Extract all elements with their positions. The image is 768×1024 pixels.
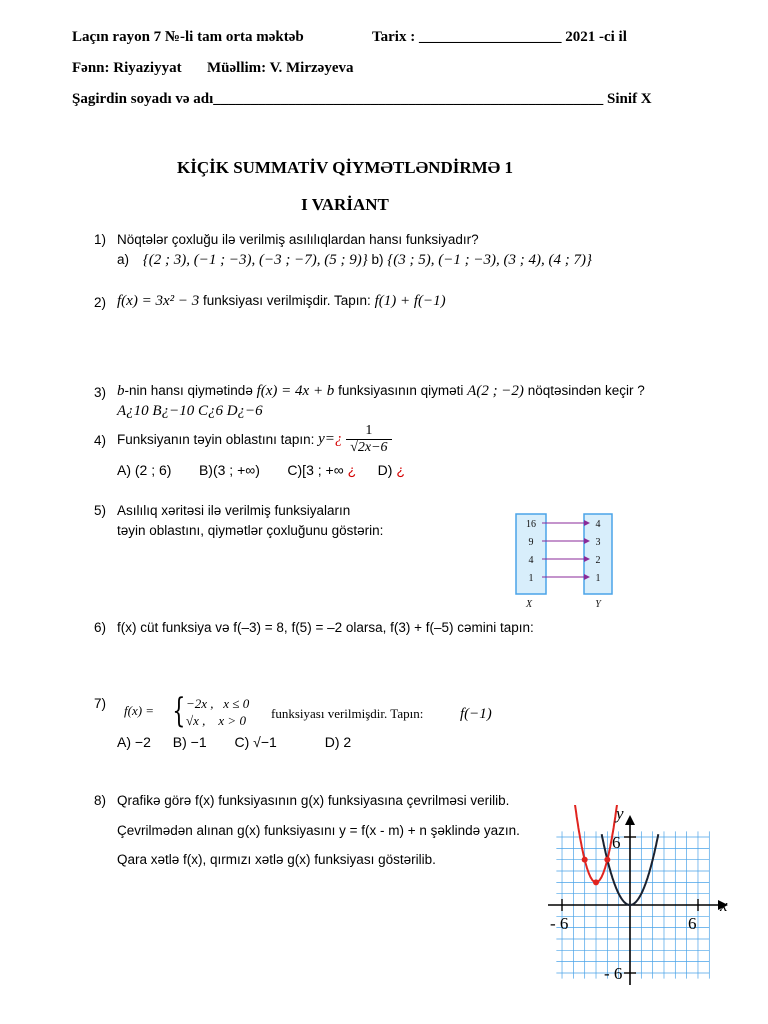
q1-b-label: b) [371, 252, 384, 267]
q4-opt-c-glyph: ¿ [347, 462, 357, 478]
y-tick-label-6: 6 [612, 833, 621, 852]
date-label [372, 29, 627, 46]
q1-number: 1) [94, 232, 107, 247]
q7-options [117, 734, 351, 750]
q5-line2: təyin oblastını, qiymətlər çoxluğunu göstərin: [117, 523, 384, 538]
subject-label: Fənn: Riyaziyyat [72, 60, 182, 76]
q1-options [117, 252, 592, 269]
q6-text: f(x) cüt funksiya və f(–3) = 8, f(5) = –2 olarsa, f(3) + f(–5) cəmini tapın: [117, 620, 534, 635]
q3-point: A(2 ; −2) [467, 383, 524, 399]
q7-lhs: f(x) = [124, 703, 155, 718]
q4-opt-d [378, 462, 405, 478]
q4-inv-glyph: ¿ [334, 431, 343, 447]
x-tick-label-neg6: - 6 [550, 914, 569, 933]
q8-line3: Qara xətlə f(x), qırmızı xətlə g(x) funksiyası göstərilib. [117, 852, 436, 867]
q7-opt-b: B) −1 [172, 734, 207, 750]
q3-number: 3) [94, 385, 107, 400]
q2-text: funksiyası verilmişdir. Tapın: [202, 293, 371, 308]
q1-a-set: {(2 ; 3), (−1 ; −3), (−3 ; −7), (5 ; 9)} [142, 252, 368, 268]
q4-opt-c [287, 462, 356, 478]
date-blank[interactable]: ___________________ [418, 29, 562, 45]
x-value-4: 1 [528, 573, 534, 584]
q3-options: A¿10 B¿−10 C¿6 D¿−6 [117, 403, 263, 419]
q7-task: f(−1) [460, 706, 492, 722]
q7-opt-c: C) √−1 [234, 734, 277, 750]
x-value-1: 16 [526, 519, 536, 530]
q4-opt-a: A) (2 ; 6) [117, 462, 172, 478]
q4-opt-d-text: D) [377, 462, 393, 478]
y-axis-label: y [616, 805, 624, 823]
q7-text: funksiyası verilmişdir. Tapın: [271, 706, 424, 721]
q3-b-var: b [117, 383, 125, 399]
q7-case2: √x , x > 0 [186, 713, 246, 728]
year-text: 2021 -ci il [565, 29, 627, 45]
q4-denominator: √2x−6 [346, 439, 391, 456]
variant-title: I VARİANT [301, 195, 389, 214]
x-value-3: 4 [528, 555, 534, 566]
student-blank[interactable]: ____________________________________________________ [213, 91, 604, 107]
q7-number: 7) [94, 696, 107, 711]
q6-number: 6) [94, 620, 107, 635]
q2-number: 2) [94, 295, 107, 310]
q4-line [117, 423, 392, 456]
student-name-line [72, 91, 652, 108]
student-label: Şagirdin soyadı və adı [72, 91, 214, 107]
q2-task: f(1) + f(−1) [374, 293, 446, 309]
x-axis-label: x [720, 896, 728, 915]
school-name: Laçın rayon 7 №-li tam orta məktəb [72, 29, 304, 45]
y-tick-label-neg6: - 6 [604, 964, 623, 983]
date-label-text: Tarix : [372, 29, 416, 45]
q4-lhs: y= [318, 431, 335, 447]
q2-formula: f(x) = 3x² − 3 [117, 293, 200, 309]
class-label: Sinif X [607, 91, 652, 107]
q7-brace: { [172, 691, 186, 731]
q7-case1: −2x , x ≤ 0 [186, 696, 250, 711]
function-graph [540, 805, 740, 990]
q3-formula: f(x) = 4x + b [256, 383, 335, 399]
q4-opt-b: B)(3 ; +∞) [198, 462, 260, 478]
q4-numerator: 1 [365, 423, 373, 438]
x-value-2: 9 [528, 537, 534, 548]
teacher-label: Müəllim: V. Mirzəyeva [207, 60, 354, 76]
q8-line1: Qrafikə görə f(x) funksiyasının g(x) funksiyasına çevrilməsi verilib. [117, 793, 510, 808]
y-value-1: 4 [595, 519, 601, 530]
y-value-2: 3 [595, 537, 601, 548]
q3-line [117, 383, 645, 400]
q4-text: Funksiyanın təyin oblastını tapın: [117, 432, 315, 447]
y-set-label: Y [595, 599, 601, 610]
q8-line2: Çevrilmədən alınan g(x) funksiyasını y = f(x - m) + n şəklində yazın. [117, 823, 520, 838]
q3-text3: nöqtəsindən keçir ? [527, 383, 645, 398]
g-point [604, 857, 610, 863]
q7-opt-d: D) 2 [324, 734, 352, 750]
q7-opt-a: A) −2 [117, 734, 151, 750]
y-axis-arrow [625, 815, 635, 825]
q4-opt-d-glyph: ¿ [396, 462, 405, 478]
y-value-4: 1 [595, 573, 601, 584]
q3-text2: funksiyasının qiyməti [338, 383, 464, 398]
q2-line [117, 293, 446, 310]
x-set-label: X [525, 599, 533, 610]
mapping-diagram [512, 510, 622, 610]
q5-number: 5) [94, 503, 107, 518]
q1-b-set: {(3 ; 5), (−1 ; −3), (3 ; 4), (4 ; 7)} [387, 252, 592, 268]
q3-text1: -nin hansı qiymətində [124, 383, 253, 398]
q4-options [117, 462, 405, 480]
q4-fraction [346, 423, 391, 456]
g-point [593, 879, 599, 885]
q1-text: Nöqtələr çoxluğu ilə verilmiş asılılıqlardan hansı funksiyadır? [117, 232, 479, 247]
q8-number: 8) [94, 793, 107, 808]
page-title: KİÇİK SUMMATİV QİYMƏTLƏNDİRMƏ 1 [177, 158, 513, 177]
q4-opt-c-text: C)[3 ; +∞ [287, 462, 344, 478]
y-value-3: 2 [595, 555, 601, 566]
g-point [582, 857, 588, 863]
q5-line1: Asılılıq xəritəsi ilə verilmiş funksiyaların [117, 503, 351, 518]
q1-a-label: a) [117, 252, 130, 267]
q4-number: 4) [94, 433, 107, 448]
x-tick-label-6: 6 [688, 914, 697, 933]
